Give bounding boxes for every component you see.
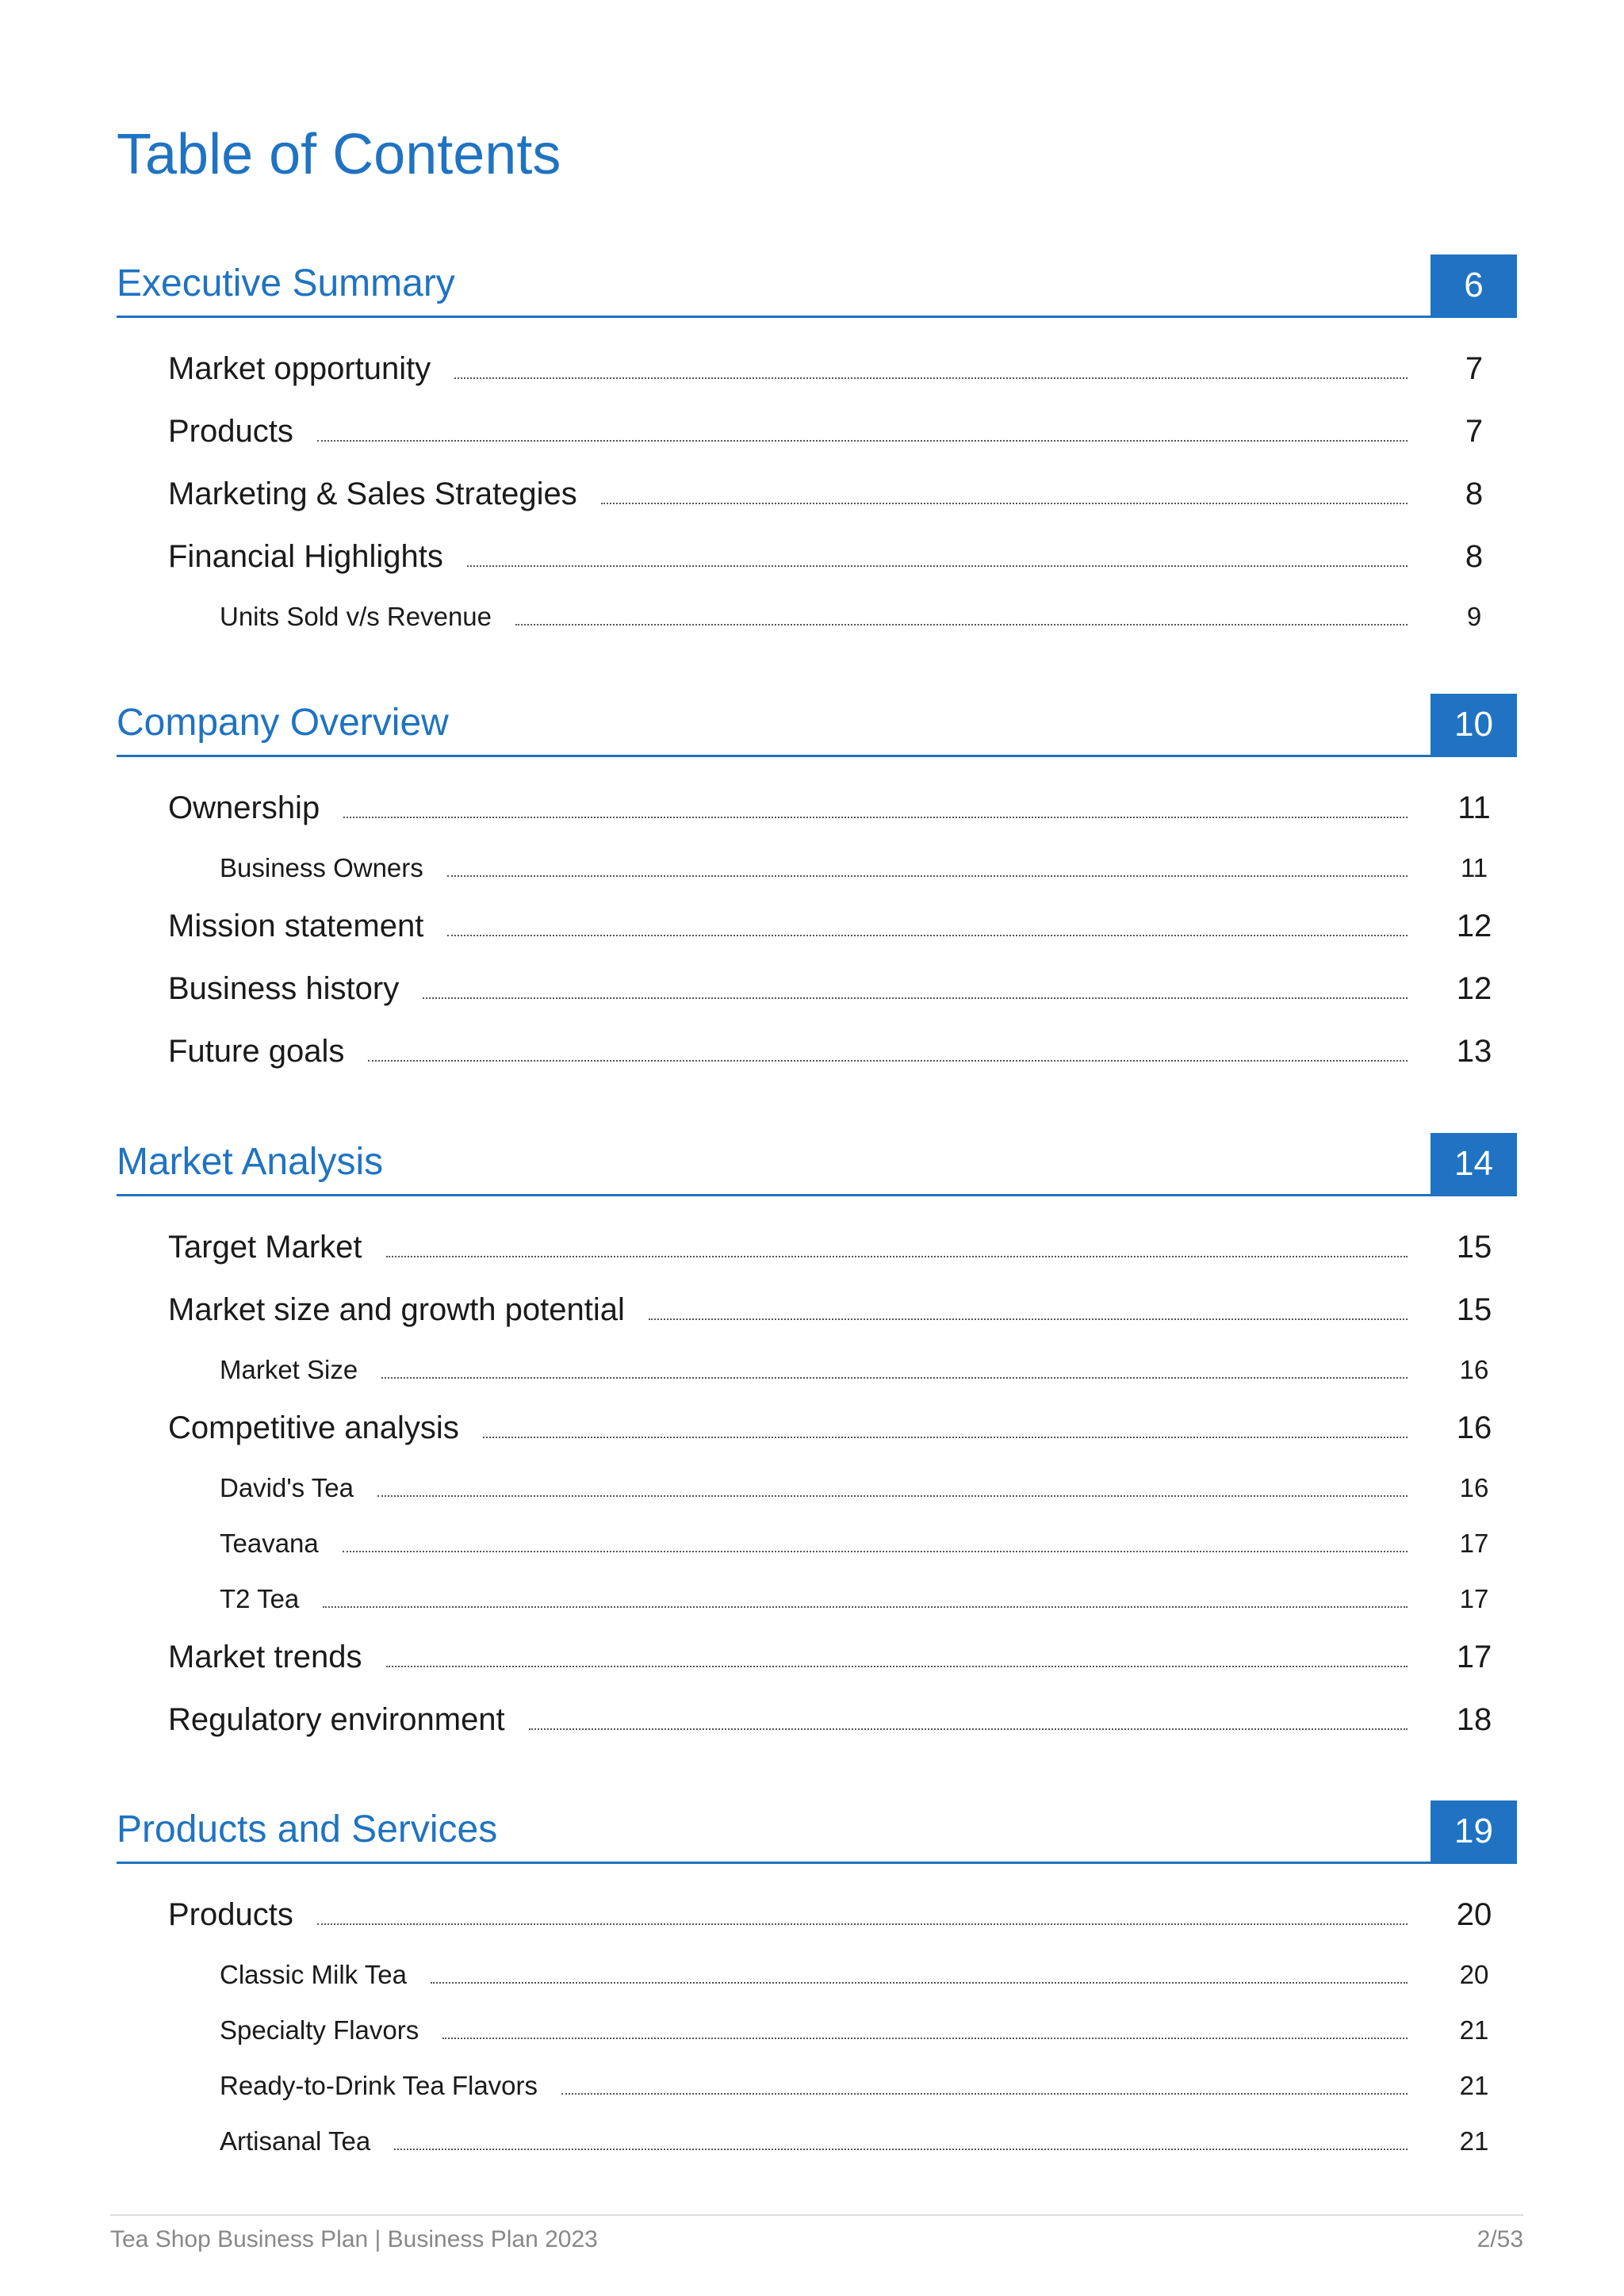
toc-subentry[interactable] — [117, 1355, 1517, 1410]
toc-subentry[interactable] — [117, 2071, 1517, 2126]
toc-entry-page: 12 — [1456, 971, 1492, 1006]
toc-entry-label: Business history — [168, 971, 400, 1006]
toc-entry-label: Mission statement — [168, 909, 424, 943]
toc-entry[interactable] — [117, 1410, 1517, 1473]
section-header — [117, 254, 1517, 318]
toc-entry-label: Financial Highlights — [168, 539, 443, 574]
toc-entry-page: 18 — [1456, 1702, 1492, 1737]
toc-entry[interactable] — [117, 476, 1517, 539]
dot-leader — [323, 1606, 1408, 1608]
section-title[interactable]: Market Analysis — [117, 1141, 384, 1183]
toc-section-executive-summary — [117, 254, 1517, 657]
dot-leader — [454, 377, 1408, 379]
dot-leader — [368, 1060, 1408, 1062]
dot-leader — [386, 1256, 1408, 1257]
toc-entry-page: 15 — [1456, 1230, 1492, 1265]
toc-entry-label: Market opportunity — [168, 351, 431, 386]
section-header — [117, 694, 1517, 757]
dot-leader — [447, 935, 1408, 936]
toc-entry-page: 21 — [1459, 2015, 1489, 2045]
dot-leader — [381, 1377, 1408, 1379]
dot-leader — [447, 875, 1408, 877]
toc-entry-page: 17 — [1459, 1529, 1489, 1558]
toc-entries — [117, 351, 1517, 657]
toc-entry-label: Target Market — [168, 1230, 362, 1265]
toc-entry-page: 12 — [1456, 909, 1492, 943]
toc-entry-page: 17 — [1456, 1640, 1492, 1674]
toc-entry[interactable] — [117, 539, 1517, 602]
section-title[interactable]: Company Overview — [117, 702, 449, 744]
toc-entry[interactable] — [117, 1897, 1517, 1960]
toc-entry[interactable] — [117, 1034, 1517, 1096]
toc-entry-page: 20 — [1456, 1897, 1492, 1932]
toc-entry-page: 16 — [1459, 1473, 1489, 1502]
dot-leader — [317, 1923, 1408, 1925]
dot-leader — [343, 1551, 1408, 1552]
section-page-badge[interactable]: 14 — [1431, 1133, 1517, 1194]
dot-leader — [515, 624, 1408, 626]
section-header — [117, 1800, 1517, 1864]
dot-leader — [467, 565, 1408, 567]
toc-entry-page: 15 — [1456, 1292, 1492, 1327]
footer-page-number: 2/53 — [1477, 2226, 1523, 2252]
toc-entry-label: Market Size — [220, 1355, 358, 1384]
dot-leader — [377, 1495, 1408, 1497]
section-header — [117, 1133, 1517, 1196]
toc-entry-label: Marketing & Sales Strategies — [168, 476, 577, 511]
toc-subentry[interactable] — [117, 1473, 1517, 1529]
toc-entry-label: Competitive analysis — [168, 1410, 459, 1445]
toc-entry-label: Regulatory environment — [168, 1702, 505, 1737]
toc-entry-label: Ownership — [168, 790, 320, 825]
toc-entry[interactable] — [117, 1640, 1517, 1702]
section-page-badge[interactable]: 6 — [1431, 254, 1517, 316]
toc-entry-page: 7 — [1465, 351, 1484, 386]
toc-entry-label: Classic Milk Tea — [220, 1960, 407, 1989]
toc-entry-label: Ready-to-Drink Tea Flavors — [220, 2071, 538, 2100]
toc-entry[interactable] — [117, 971, 1517, 1034]
toc-entry-label: Market trends — [168, 1640, 362, 1674]
toc-entry-page: 21 — [1459, 2126, 1489, 2156]
toc-entry-label: Products — [168, 414, 293, 449]
toc-subentry[interactable] — [117, 2126, 1517, 2182]
toc-subentry[interactable] — [117, 2015, 1517, 2071]
toc-entry-page: 16 — [1456, 1410, 1492, 1445]
dot-leader — [483, 1437, 1408, 1438]
toc-entry-label: Future goals — [168, 1034, 345, 1069]
dot-leader — [343, 817, 1408, 818]
footer-divider — [110, 2214, 1523, 2216]
toc-section-company-overview — [117, 694, 1517, 1096]
toc-entry-page: 16 — [1459, 1355, 1489, 1384]
section-title[interactable]: Products and Services — [117, 1808, 498, 1850]
toc-entry-label: Products — [168, 1897, 293, 1932]
toc-entry[interactable] — [117, 1292, 1517, 1355]
toc-entry-label: Artisanal Tea — [220, 2126, 371, 2156]
dot-leader — [601, 503, 1408, 504]
page-title: Table of Contents — [117, 123, 561, 186]
dot-leader — [442, 2038, 1408, 2039]
toc-entry[interactable] — [117, 351, 1517, 414]
toc-subentry[interactable] — [117, 1529, 1517, 1584]
toc-entries — [117, 790, 1517, 1096]
toc-entry-page: 11 — [1457, 790, 1491, 825]
toc-entry-page: 9 — [1466, 602, 1482, 631]
toc-subentry[interactable] — [117, 1960, 1517, 2015]
toc-entry-page: 20 — [1459, 1960, 1489, 1989]
section-page-badge[interactable]: 10 — [1431, 694, 1517, 755]
toc-entry-label: David's Tea — [220, 1473, 354, 1502]
toc-section-market-analysis — [117, 1133, 1517, 1765]
toc-entry-page: 8 — [1465, 539, 1484, 574]
toc-entry-page: 8 — [1465, 476, 1484, 511]
dot-leader — [394, 2149, 1408, 2150]
toc-subentry[interactable] — [117, 602, 1517, 657]
toc-entry-label: Teavana — [220, 1529, 319, 1558]
dot-leader — [317, 440, 1408, 442]
toc-entries — [117, 1897, 1517, 2182]
toc-entry-page: 11 — [1460, 853, 1488, 882]
toc-entry-page: 7 — [1465, 414, 1484, 449]
toc-entry-label: Units Sold v/s Revenue — [220, 602, 492, 631]
dot-leader — [649, 1318, 1408, 1320]
toc-section-products-and-services — [117, 1800, 1517, 2182]
dot-leader — [386, 1666, 1408, 1667]
toc-entry[interactable] — [117, 1230, 1517, 1292]
toc-entry-page: 21 — [1459, 2071, 1489, 2100]
toc-entry[interactable] — [117, 414, 1517, 476]
toc-entry-label: Business Owners — [220, 853, 423, 882]
toc-entry[interactable] — [117, 1702, 1517, 1765]
toc-entry[interactable] — [117, 790, 1517, 853]
toc-entries — [117, 1230, 1517, 1765]
toc-entry-page: 13 — [1456, 1034, 1492, 1069]
toc-entry[interactable] — [117, 909, 1517, 971]
toc-subentry[interactable] — [117, 853, 1517, 909]
footer-document-title: Tea Shop Business Plan | Business Plan 2023 — [110, 2226, 598, 2252]
dot-leader — [529, 1728, 1408, 1730]
toc-entry-label: Specialty Flavors — [220, 2015, 419, 2045]
toc-entry-label: T2 Tea — [220, 1584, 300, 1613]
toc-subentry[interactable] — [117, 1584, 1517, 1640]
dot-leader — [431, 1982, 1408, 1984]
dot-leader — [423, 997, 1408, 999]
dot-leader — [561, 2093, 1408, 2095]
toc-entry-label: Market size and growth potential — [168, 1292, 625, 1327]
section-title[interactable]: Executive Summary — [117, 262, 455, 304]
toc-entry-page: 17 — [1459, 1584, 1489, 1613]
section-page-badge[interactable]: 19 — [1431, 1800, 1517, 1862]
